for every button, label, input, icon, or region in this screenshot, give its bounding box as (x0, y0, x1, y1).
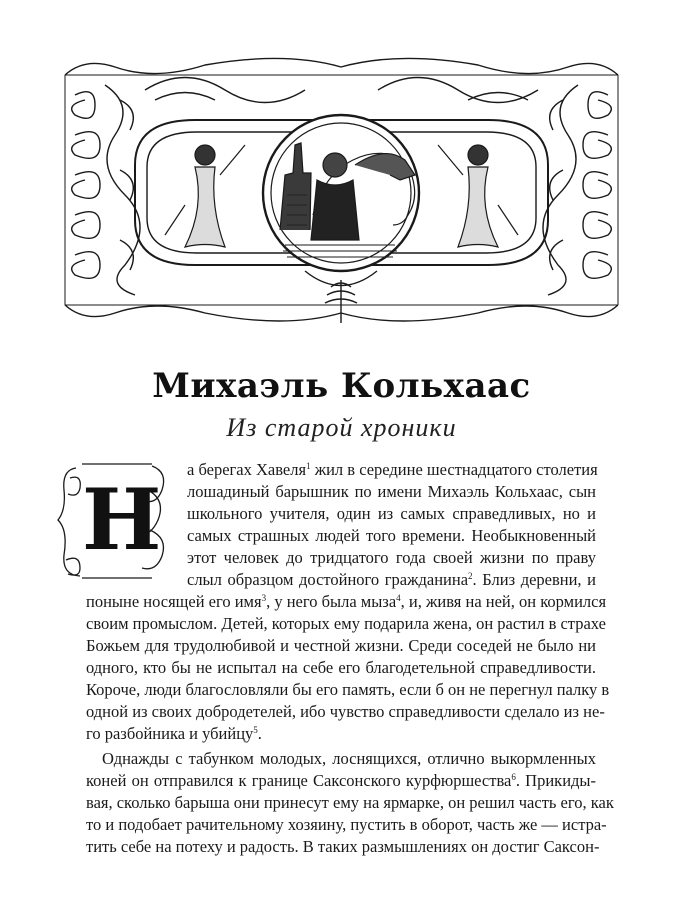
text-line: этот человек до тридцатого года своей жизни по праву (187, 548, 596, 567)
text-line: одной из своих добродетелей, ибо чувство справедливости сделало из не- (86, 702, 605, 721)
text-line: одного, кто бы не испытал на себе его благодетельной справедливости. (86, 658, 596, 677)
chapter-subtitle: Из старой хроники (226, 413, 457, 442)
text-line: Божьем для трудолюбивой и честной жизни. Среди соседей не было ни (86, 636, 596, 655)
text-line: лошадиный барышник по имени Михаэль Кольхаас, сын (187, 482, 596, 501)
text-line: школьного учителя, один из самых справедливых, но и (187, 504, 596, 523)
text-line: Однажды с табунком молодых, лоснящихся, отлично выкормленных (102, 749, 596, 768)
text-line: тить себе на потеху и радость. В таких размышлениях он достиг Саксон- (86, 837, 600, 856)
drop-cap-ornament (56, 460, 172, 582)
text-line: своим промыслом. Детей, которых ему подарила жена, он растил в страхе (86, 614, 606, 633)
text-line: поныне носящей его имя$^3$, у него была мыза$^4$, и, живя на ней, он кормился (86, 592, 607, 611)
text-line: го разбойника и убийцу$^5$. (86, 724, 262, 743)
text-line: Короче, люди благословляли бы его память, если б он не перегнул палку в (86, 680, 610, 699)
chapter-title: Михаэль Кольхаас (152, 366, 531, 406)
drop-cap-letter: Н (82, 470, 162, 569)
text-line: самых страшных людей того времени. Необыкновенный (187, 526, 596, 545)
text-line: вая, сколько барыша они принесут ему на ярмарке, он решил часть его, как (86, 793, 614, 812)
text-line: а берегах Хавеля$^1$ жил в середине шестнадцатого столетия (187, 460, 598, 479)
text-line: коней он отправился к границе Саксонского курфюршества$^6$. Прикиды- (86, 771, 596, 790)
header-ornament-illustration (55, 55, 628, 327)
text-line: то и подобает рачительному хозяину, пустить в оборот, часть же — истра- (86, 815, 607, 834)
text-line: слыл образцом достойного гражданина$^2$. Близ деревни, и (187, 570, 596, 589)
